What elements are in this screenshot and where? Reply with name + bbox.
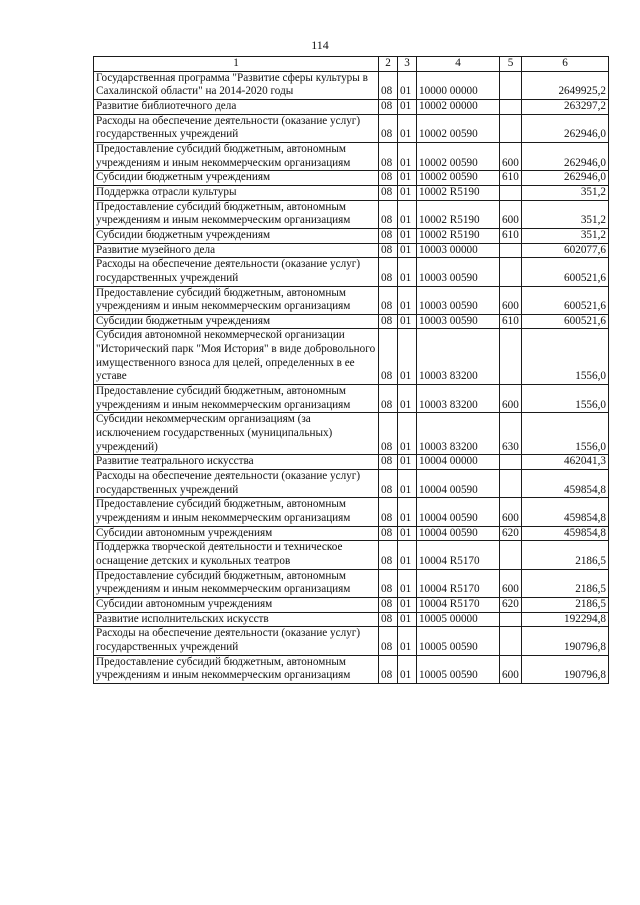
table-row — [94, 243, 609, 258]
row-name: Субсидии бюджетным учреждениям — [94, 228, 379, 243]
row-amount: 2649925,2 — [522, 71, 609, 99]
row-subsection: 01 — [398, 286, 417, 314]
row-target-article: 10004 R5170 — [417, 597, 500, 612]
row-amount: 600521,6 — [522, 314, 609, 329]
row-subsection: 01 — [398, 200, 417, 228]
row-target-article: 10002 R5190 — [417, 200, 500, 228]
table-row — [94, 612, 609, 627]
row-subsection: 01 — [398, 228, 417, 243]
table-body — [94, 71, 609, 683]
row-name: Предоставление субсидий бюджетным, автономным учреждениям и иным некоммерческим организациям — [94, 569, 379, 597]
table-row — [94, 541, 609, 569]
row-subsection: 01 — [398, 470, 417, 498]
row-subsection: 01 — [398, 185, 417, 200]
row-name: Субсидии автономным учреждениям — [94, 597, 379, 612]
row-expense-type: 630 — [500, 413, 522, 455]
table-row — [94, 413, 609, 455]
row-expense-type: 600 — [500, 200, 522, 228]
row-amount: 2186,5 — [522, 569, 609, 597]
row-amount: 2186,5 — [522, 541, 609, 569]
row-expense-type: 620 — [500, 597, 522, 612]
row-expense-type — [500, 243, 522, 258]
row-subsection: 01 — [398, 498, 417, 526]
row-name: Субсидии бюджетным учреждениям — [94, 171, 379, 186]
row-target-article: 10002 00590 — [417, 114, 500, 142]
table-header-row — [94, 57, 609, 72]
table-row — [94, 627, 609, 655]
row-subsection: 01 — [398, 655, 417, 683]
table-row — [94, 329, 609, 385]
row-section: 08 — [379, 597, 398, 612]
row-target-article: 10005 00590 — [417, 627, 500, 655]
row-subsection: 01 — [398, 314, 417, 329]
row-section: 08 — [379, 385, 398, 413]
row-target-article: 10003 00590 — [417, 314, 500, 329]
row-expense-type: 600 — [500, 569, 522, 597]
row-section: 08 — [379, 200, 398, 228]
row-section: 08 — [379, 71, 398, 99]
row-name: Расходы на обеспечение деятельности (оказание услуг) государственных учреждений — [94, 627, 379, 655]
table-row — [94, 470, 609, 498]
row-section: 08 — [379, 569, 398, 597]
row-target-article: 10002 00590 — [417, 142, 500, 170]
table-row — [94, 142, 609, 170]
row-expense-type: 600 — [500, 286, 522, 314]
row-amount: 2186,5 — [522, 597, 609, 612]
row-section: 08 — [379, 185, 398, 200]
row-section: 08 — [379, 286, 398, 314]
row-name: Субсидия автономной некоммерческой организации "Исторический парк "Моя История" в виде добровольного имущественного взноса для целей, определенных в ее уставе — [94, 329, 379, 385]
table-row — [94, 171, 609, 186]
row-amount: 462041,3 — [522, 455, 609, 470]
row-subsection: 01 — [398, 455, 417, 470]
row-target-article: 10003 00590 — [417, 286, 500, 314]
row-subsection: 01 — [398, 526, 417, 541]
row-section: 08 — [379, 329, 398, 385]
row-target-article: 10002 R5190 — [417, 228, 500, 243]
row-target-article: 10000 00000 — [417, 71, 500, 99]
row-target-article: 10004 R5170 — [417, 569, 500, 597]
table-row — [94, 228, 609, 243]
row-amount: 262946,0 — [522, 114, 609, 142]
table-row — [94, 71, 609, 99]
row-subsection: 01 — [398, 258, 417, 286]
row-name: Предоставление субсидий бюджетным, автономным учреждениям и иным некоммерческим организациям — [94, 385, 379, 413]
row-subsection: 01 — [398, 541, 417, 569]
row-name: Развитие театрального искусства — [94, 455, 379, 470]
row-target-article: 10005 00590 — [417, 655, 500, 683]
table-row — [94, 114, 609, 142]
row-amount: 459854,8 — [522, 498, 609, 526]
row-amount: 602077,6 — [522, 243, 609, 258]
row-subsection: 01 — [398, 329, 417, 385]
row-amount: 1556,0 — [522, 385, 609, 413]
row-section: 08 — [379, 228, 398, 243]
row-section: 08 — [379, 142, 398, 170]
table-row — [94, 498, 609, 526]
header-col-3: 3 — [398, 57, 417, 72]
table-row — [94, 314, 609, 329]
table-row — [94, 597, 609, 612]
row-section: 08 — [379, 171, 398, 186]
row-expense-type: 600 — [500, 498, 522, 526]
row-name: Развитие музейного дела — [94, 243, 379, 258]
table-row — [94, 569, 609, 597]
row-section: 08 — [379, 114, 398, 142]
row-expense-type: 610 — [500, 314, 522, 329]
row-name: Предоставление субсидий бюджетным, автономным учреждениям и иным некоммерческим организациям — [94, 286, 379, 314]
header-col-4: 4 — [417, 57, 500, 72]
row-expense-type: 600 — [500, 142, 522, 170]
row-target-article: 10004 00590 — [417, 498, 500, 526]
table-row — [94, 286, 609, 314]
row-section: 08 — [379, 470, 398, 498]
row-target-article: 10002 R5190 — [417, 185, 500, 200]
budget-table — [93, 56, 609, 684]
row-target-article: 10003 83200 — [417, 413, 500, 455]
table-row — [94, 99, 609, 114]
row-subsection: 01 — [398, 597, 417, 612]
row-name: Поддержка творческой деятельности и техническое оснащение детских и кукольных театров — [94, 541, 379, 569]
row-name: Предоставление субсидий бюджетным, автономным учреждениям и иным некоммерческим организациям — [94, 142, 379, 170]
row-expense-type: 600 — [500, 385, 522, 413]
row-subsection: 01 — [398, 569, 417, 597]
row-target-article: 10004 00590 — [417, 526, 500, 541]
table-row — [94, 200, 609, 228]
row-amount: 190796,8 — [522, 627, 609, 655]
row-section: 08 — [379, 258, 398, 286]
row-amount: 351,2 — [522, 185, 609, 200]
row-expense-type — [500, 258, 522, 286]
row-subsection: 01 — [398, 171, 417, 186]
row-target-article: 10002 00000 — [417, 99, 500, 114]
row-expense-type — [500, 99, 522, 114]
row-subsection: 01 — [398, 114, 417, 142]
header-col-6: 6 — [522, 57, 609, 72]
row-amount: 190796,8 — [522, 655, 609, 683]
row-target-article: 10003 83200 — [417, 329, 500, 385]
row-section: 08 — [379, 455, 398, 470]
row-subsection: 01 — [398, 612, 417, 627]
row-name: Расходы на обеспечение деятельности (оказание услуг) государственных учреждений — [94, 114, 379, 142]
row-target-article: 10004 00590 — [417, 470, 500, 498]
row-subsection: 01 — [398, 627, 417, 655]
row-target-article: 10002 00590 — [417, 171, 500, 186]
row-expense-type — [500, 185, 522, 200]
row-subsection: 01 — [398, 71, 417, 99]
row-expense-type: 600 — [500, 655, 522, 683]
row-section: 08 — [379, 541, 398, 569]
row-amount: 351,2 — [522, 228, 609, 243]
row-target-article: 10003 00590 — [417, 258, 500, 286]
row-target-article: 10004 R5170 — [417, 541, 500, 569]
row-expense-type — [500, 71, 522, 99]
row-target-article: 10005 00000 — [417, 612, 500, 627]
row-expense-type — [500, 455, 522, 470]
row-expense-type — [500, 627, 522, 655]
row-name: Предоставление субсидий бюджетным, автономным учреждениям и иным некоммерческим организациям — [94, 498, 379, 526]
row-amount: 459854,8 — [522, 470, 609, 498]
row-section: 08 — [379, 314, 398, 329]
row-expense-type — [500, 612, 522, 627]
row-amount: 262946,0 — [522, 142, 609, 170]
row-name: Субсидии бюджетным учреждениям — [94, 314, 379, 329]
row-target-article: 10004 00000 — [417, 455, 500, 470]
row-expense-type: 610 — [500, 171, 522, 186]
row-target-article: 10003 00000 — [417, 243, 500, 258]
table-row — [94, 258, 609, 286]
row-subsection: 01 — [398, 385, 417, 413]
page-number: 114 — [311, 38, 329, 52]
row-expense-type: 610 — [500, 228, 522, 243]
row-name: Субсидии некоммерческим организациям (за исключением государственных (муниципальных) учреждений) — [94, 413, 379, 455]
table-row — [94, 185, 609, 200]
table-row — [94, 526, 609, 541]
row-name: Государственная программа "Развитие сферы культуры в Сахалинской области" на 2014-2020 годы — [94, 71, 379, 99]
row-section: 08 — [379, 413, 398, 455]
row-name: Расходы на обеспечение деятельности (оказание услуг) государственных учреждений — [94, 470, 379, 498]
row-name: Развитие исполнительских искусств — [94, 612, 379, 627]
row-amount: 192294,8 — [522, 612, 609, 627]
row-amount: 351,2 — [522, 200, 609, 228]
row-section: 08 — [379, 498, 398, 526]
row-expense-type: 620 — [500, 526, 522, 541]
row-target-article: 10003 83200 — [417, 385, 500, 413]
row-name: Предоставление субсидий бюджетным, автономным учреждениям и иным некоммерческим организациям — [94, 655, 379, 683]
row-subsection: 01 — [398, 243, 417, 258]
row-expense-type — [500, 329, 522, 385]
table-row — [94, 655, 609, 683]
row-name: Поддержка отрасли культуры — [94, 185, 379, 200]
header-col-2: 2 — [379, 57, 398, 72]
row-name: Субсидии автономным учреждениям — [94, 526, 379, 541]
row-expense-type — [500, 470, 522, 498]
row-amount: 1556,0 — [522, 413, 609, 455]
row-amount: 263297,2 — [522, 99, 609, 114]
row-subsection: 01 — [398, 413, 417, 455]
header-col-1: 1 — [94, 57, 379, 72]
row-amount: 262946,0 — [522, 171, 609, 186]
row-amount: 600521,6 — [522, 286, 609, 314]
row-amount: 459854,8 — [522, 526, 609, 541]
row-amount: 1556,0 — [522, 329, 609, 385]
row-section: 08 — [379, 612, 398, 627]
row-section: 08 — [379, 243, 398, 258]
table-row — [94, 385, 609, 413]
row-subsection: 01 — [398, 99, 417, 114]
row-section: 08 — [379, 99, 398, 114]
row-expense-type — [500, 541, 522, 569]
row-name: Предоставление субсидий бюджетным, автономным учреждениям и иным некоммерческим организациям — [94, 200, 379, 228]
row-section: 08 — [379, 627, 398, 655]
row-expense-type — [500, 114, 522, 142]
row-section: 08 — [379, 655, 398, 683]
row-section: 08 — [379, 526, 398, 541]
row-subsection: 01 — [398, 142, 417, 170]
row-name: Расходы на обеспечение деятельности (оказание услуг) государственных учреждений — [94, 258, 379, 286]
row-name: Развитие библиотечного дела — [94, 99, 379, 114]
table-row — [94, 455, 609, 470]
header-col-5: 5 — [500, 57, 522, 72]
row-amount: 600521,6 — [522, 258, 609, 286]
